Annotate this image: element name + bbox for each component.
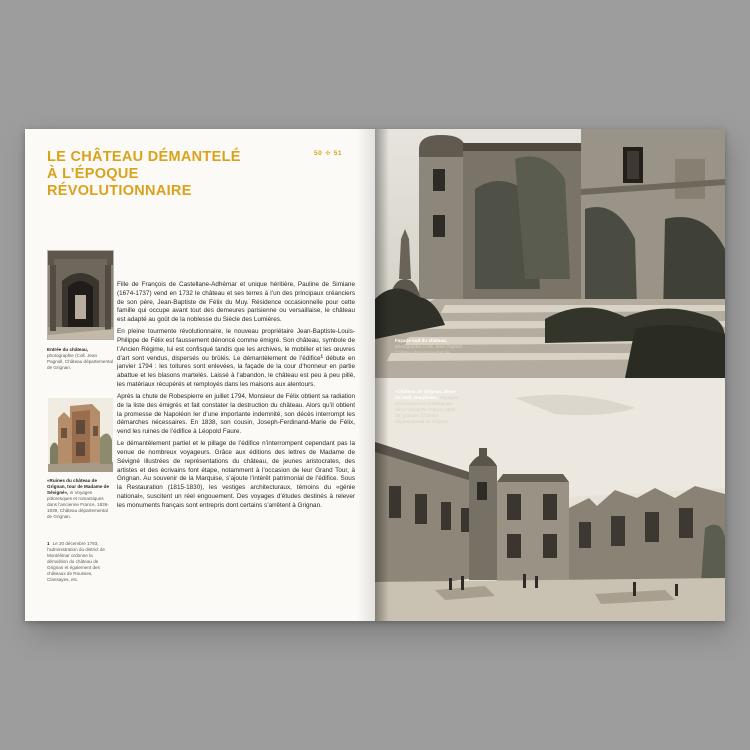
ruines-caption-title: «Ruines du château de Grignan, tour de Madame de Sévigné»,: [47, 478, 110, 495]
paragraph-4: Le démantèlement partiel et le pillage de l’édifice n’interrompent cependant pas la venue de nombreux voyageurs. Grâce aux éditions des lettres de Madame de Sévigné illustrées de représentations du château, de jeunes aristocrates, des artistes et des écrivains font étape, notamment à l’occasion de leur Grand Tour, à Grignan. Au souvenir de la Marquise, s’ajoute l’intérêt patrimonial de l’édifice. Sous la Restauration (1815-1830), les vestiges architecturaux, témoins du «génie national», suscitent un réel engouement. Des voyages d’études destinés à relever les monuments français sont entrepris dont certains s’arrêtent à Grignan.: [117, 440, 355, 509]
ruins-engraving-illustration: [48, 398, 113, 472]
paragraph-2: [117, 328, 355, 390]
paragraph-3: Après la chute de Robespierre en juillet 1794, Monsieur de Félix obtient sa radiation de la liste des émigrés et fait constater la destruction du château. Alors qu’il obtient la promesse de Napoléon Ier d’une importante indemnité, son décès interrompt les démarches nécessaires. En 1838, son cousin, Joseph-Ferdinand-Marie de Félix, vend les ruines de l’édifice à Léopold Faure.: [117, 392, 355, 436]
book-spread: [25, 129, 725, 621]
ruines-thumbnail: [47, 397, 114, 473]
facade-caption-text: photographie (Coll. Jean Pagnoll, Château départemental de Grignan.: [395, 344, 463, 361]
paragraph-1: Fille de François de Castellane-Adhémar et unique héritière, Pauline de Simiane (1674-1737) vend en 1732 le château et ses terres à l’un des principaux créanciers de son père, Jean-Baptiste de Félix du Muy. Résidence occasionnelle pour cette famille qui occupe avant tout des demeures parisienne ou versaillaise, le château est adapté au goût de la noblesse du Siècle des Lumières.: [117, 281, 355, 324]
ruines-caption-text: in Voyages pittoresques et romantiques dans l’ancienne France, 1836-1839, Château départemental de Grignan.: [47, 490, 109, 519]
chateau-caption: [395, 389, 461, 425]
left-page: [25, 129, 375, 621]
page-number-right: 51: [333, 150, 342, 157]
chateau-caption-text: Voyages pittoresques et romantiques dans l’ancienne France, 1836-39, gravure, Château départemental de Grignan.: [395, 395, 458, 424]
entree-thumbnail: [47, 250, 114, 340]
chateau-caption-title: «Château de Grignan, 2ème du midi, Dauphiné»,: [395, 389, 456, 400]
body-text: [117, 281, 355, 514]
paragraph-2-part-a: En pleine tourmente révolutionnaire, le nouveau propriétaire Jean-Baptiste-Louis-Philippe de Félix est faussement dénoncé comme émigré. Son château, symbole de l’Ancien Régime, lui est confisqué tandis que les archives, le mobilier et les œuvres d’art sont vendus, dispersés ou brûlés. Le démantèlement de l’édifice: [117, 328, 355, 362]
page-number-left: 50: [314, 150, 323, 157]
ruines-caption: [47, 478, 113, 520]
chapter-title: LE CHÂTEAU DÉMANTELÉ À L’ÉPOQUE RÉVOLUTIONNAIRE: [47, 149, 241, 199]
entree-caption: [47, 347, 113, 371]
paragraph-2-part-b: débute en janvier 1794 : les toitures sont enlevées, la façade de la cour d’honneur en partie abattue et les blasons martelés. Laissé à l’abandon, le château est peu à peu pillé, les matériaux récupérés et remployés dans les maisons aux alentours.: [117, 354, 356, 388]
footnote-text: Le 20 décembre 1793, l’administration du district de Montélimar ordonne la démolition du château de Grignan et également des châteaux de Rousses, Clansayes, etc.: [47, 541, 105, 582]
footnote-reference: 1: [320, 353, 324, 359]
footnote-number: 1: [47, 541, 50, 546]
page-numbers: [314, 150, 342, 157]
right-page: [375, 129, 725, 621]
entree-caption-title: Entrée du château,: [47, 347, 89, 352]
page-number-separator: ✣: [325, 151, 331, 157]
footnote: [47, 541, 113, 583]
facade-caption-title: Façade sud du château,: [395, 338, 448, 343]
doorway-photo-illustration: [48, 251, 113, 339]
entree-caption-text: photographie (Coll. Jean Pagnoll, Château départemental de Grignan.: [47, 353, 113, 370]
facade-caption: [395, 338, 465, 362]
